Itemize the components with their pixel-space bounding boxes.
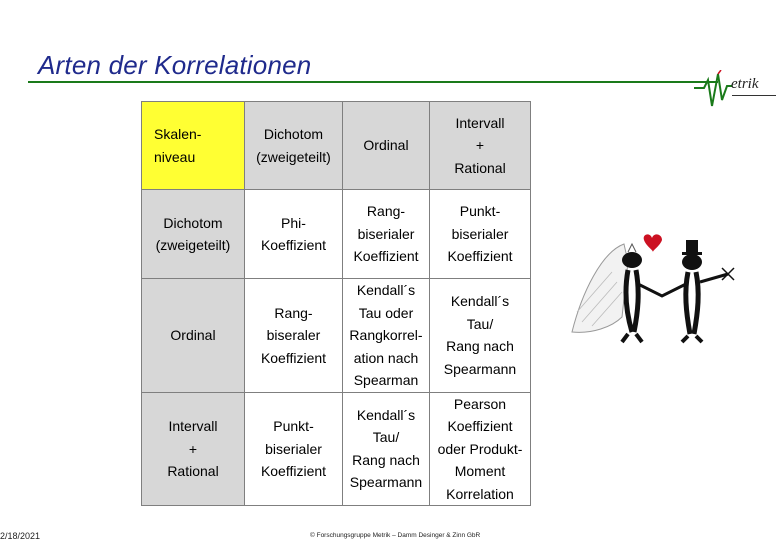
logo-text: etrik <box>731 76 759 92</box>
logo-underline <box>732 95 776 96</box>
correlation-matrix <box>141 101 531 506</box>
table-cell-col-header: Dichotom (zweigeteilt) <box>245 102 343 190</box>
footer-copyright: © Forschungsgruppe Metrik – Damm Desinger & Zinn GbR <box>310 532 481 539</box>
metrik-logo <box>694 70 780 116</box>
title-rule <box>28 81 718 83</box>
table-cell: Rang- biseraler Koeffizient <box>245 279 343 393</box>
table-cell-col-header: Ordinal <box>343 102 430 190</box>
table-row <box>142 392 531 506</box>
wedding-couple-icon <box>562 222 762 352</box>
table-cell: Rang- biserialer Koeffizient <box>343 190 430 279</box>
table-cell-row-header: Ordinal <box>142 279 245 393</box>
table-cell: Kendall´s Tau oder Rangkorrel- ation nach Spearman <box>343 279 430 393</box>
slide-title: Arten der Korrelationen <box>38 50 312 80</box>
table-cell-col-header: Intervall + Rational <box>430 102 531 190</box>
table-cell: Kendall´s Tau/ Rang nach Spearmann <box>430 279 531 393</box>
table-cell-row-header: Dichotom (zweigeteilt) <box>142 190 245 279</box>
table-row <box>142 190 531 279</box>
table-cell: Punkt- biserialer Koeffizient <box>430 190 531 279</box>
table-row <box>142 102 531 190</box>
heart-icon <box>644 234 662 252</box>
table-cell: Phi- Koeffizient <box>245 190 343 279</box>
footer-date: 2/18/2021 <box>0 531 41 541</box>
table-cell: Punkt- biserialer Koeffizient <box>245 392 343 506</box>
table-cell: Pearson Koeffizient oder Produkt- Moment Korrelation <box>430 392 531 506</box>
table-row <box>142 279 531 393</box>
table-cell-scale-header: Skalen- niveau <box>142 102 245 190</box>
table-cell: Kendall´s Tau/ Rang nach Spearmann <box>343 392 430 506</box>
table-cell-row-header: Intervall + Rational <box>142 392 245 506</box>
